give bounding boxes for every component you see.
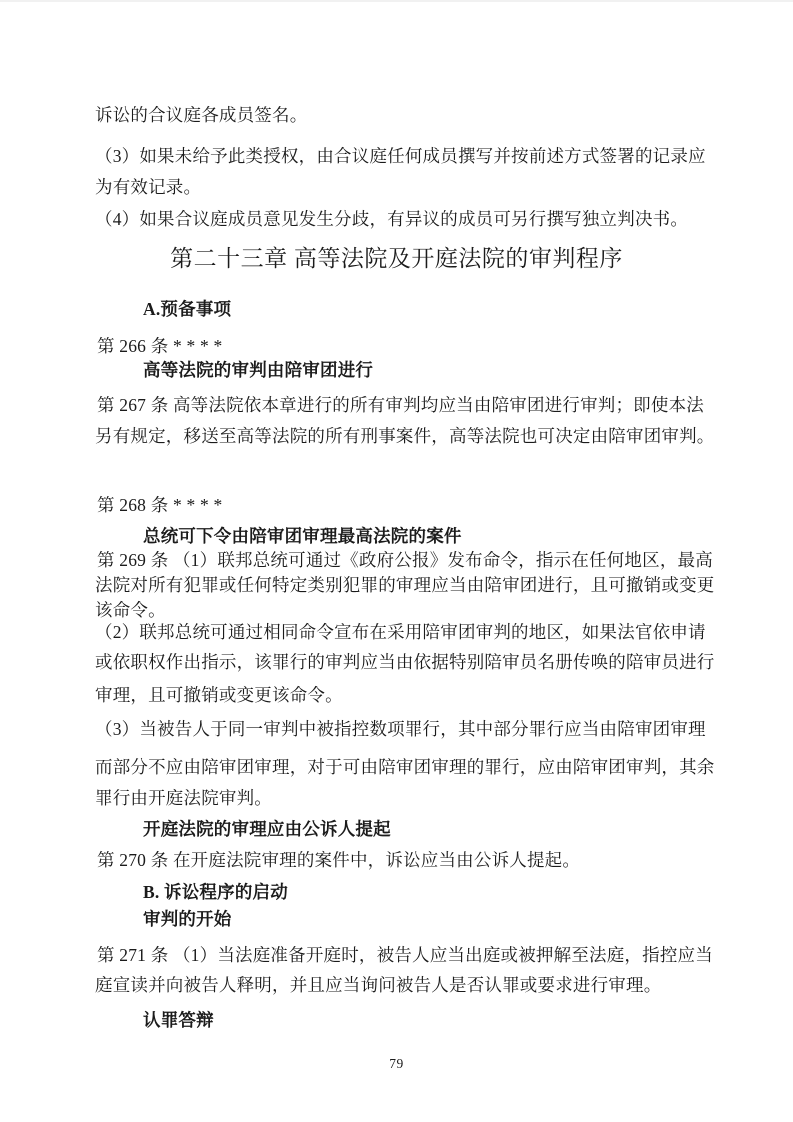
article-270-line-1: 第 270 条 在开庭法院审理的案件中，诉讼应当由公诉人提起。	[97, 850, 581, 870]
clause-4-line: （4）如果合议庭成员意见发生分歧，有异议的成员可另行撰写独立判决书。	[95, 209, 689, 229]
section-a-heading: A.预备事项	[143, 299, 232, 319]
chapter-title: 第二十三章 高等法院及开庭法院的审判程序	[170, 246, 623, 271]
prev-paragraph-line: 诉讼的合议庭各成员签名。	[95, 105, 308, 125]
article-267-line-2: 另有规定，移送至高等法院的所有刑事案件，高等法院也可决定由陪审团审判。	[95, 426, 715, 446]
article-269-clause-2-line-2: 或依职权作出指示，该罪行的审判应当由依据特别陪审员名册传唤的陪审员进行	[95, 652, 715, 672]
article-271-caption: 审判的开始	[143, 909, 232, 929]
article-267-line-1: 第 267 条 高等法院依本章进行的所有审判均应当由陪审团进行审判；即使本法	[97, 395, 704, 415]
article-271-line-1: 第 271 条 （1）当法庭准备开庭时，被告人应当出庭或被押解至法庭，指控应当	[97, 945, 713, 965]
article-269-clause-2-line-1: （2）联邦总统可通过相同命令宣布在采用陪审团审判的地区，如果法官依申请	[95, 622, 706, 642]
article-269-clause-2-line-3: 审理，且可撤销或变更该命令。	[95, 685, 343, 705]
article-269-line-2: 法院对所有犯罪或任何特定类别犯罪的审理应当由陪审团进行，且可撤销或变更	[95, 575, 715, 595]
article-269-caption: 总统可下令由陪审团审理最高法院的案件	[143, 526, 462, 546]
article-270-caption: 开庭法院的审理应由公诉人提起	[143, 819, 391, 839]
article-269-line-1: 第 269 条 （1）联邦总统可通过《政府公报》发布命令，指示在任何地区，最高	[97, 550, 713, 570]
plea-caption: 认罪答辩	[143, 1010, 214, 1030]
article-269-clause-3-line-3: 罪行由开庭法院审判。	[95, 788, 272, 808]
clause-3-line-1: （3）如果未给予此类授权，由合议庭任何成员撰写并按前述方式签署的记录应	[95, 146, 706, 166]
article-267-caption: 高等法院的审判由陪审团进行	[143, 360, 374, 380]
article-266-number: 第 266 条 * * * *	[97, 336, 223, 356]
article-271-line-2: 庭宣读并向被告人释明，并且应当询问被告人是否认罪或要求进行审理。	[95, 975, 662, 995]
page-number: 79	[389, 1056, 404, 1071]
article-269-clause-3-line-2: 而部分不应由陪审团审理，对于可由陪审团审理的罪行，应由陪审团审判，其余	[95, 757, 715, 777]
section-b-heading: B. 诉讼程序的启动	[143, 882, 288, 902]
article-268-number: 第 268 条 * * * *	[97, 495, 223, 515]
article-269-line-3: 该命令。	[95, 600, 166, 620]
article-269-clause-3-line-1: （3）当被告人于同一审判中被指控数项罪行，其中部分罪行应当由陪审团审理	[95, 719, 706, 739]
clause-3-line-2: 为有效记录。	[95, 177, 202, 197]
